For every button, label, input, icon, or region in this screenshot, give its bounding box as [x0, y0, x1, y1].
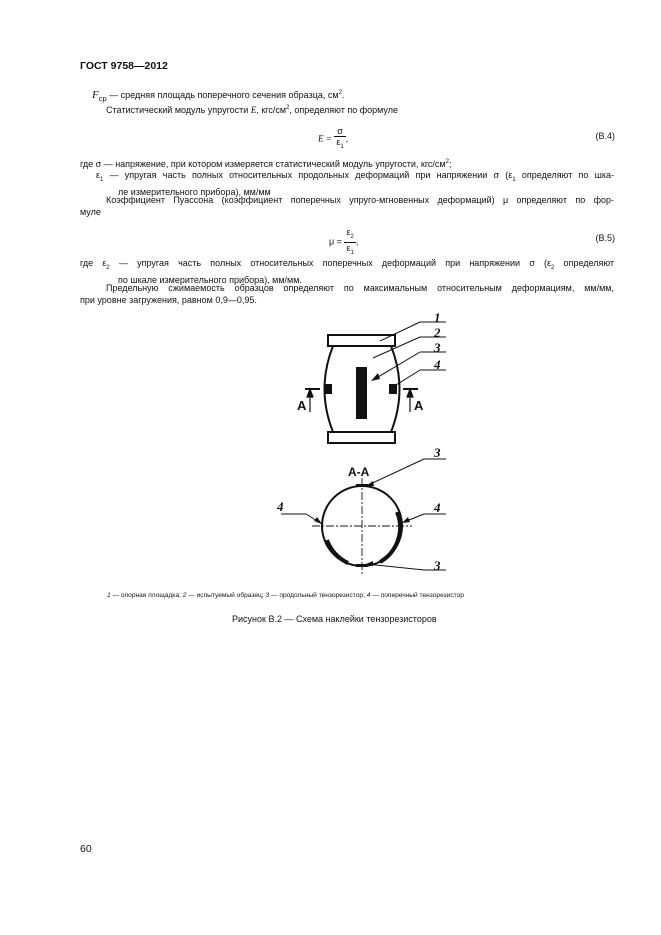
where-eps1-line2: ле измерительного прибора), мм/мм: [118, 186, 271, 197]
eps2-pre: где ε: [80, 258, 107, 268]
modulus-intro-mid: , кгс/см: [256, 105, 287, 115]
document-code: ГОСТ 9758—2012: [80, 60, 168, 72]
eps1-line1-sub: 1: [512, 176, 516, 183]
eps1-line1-pre: — упругая часть полных относительных продольных деформаций при напряжении σ (ε: [103, 170, 513, 180]
compressibility-line1: Предельную сжимаемость образцов определяют по максимальным относительным деформациям, мм/мм,: [106, 283, 614, 293]
page-number: 60: [80, 843, 92, 855]
section-title-aa: А-А: [348, 465, 370, 479]
where-eps2-line2: по шкале измерительного прибора), мм/мм.: [118, 274, 302, 285]
modulus-intro-sup: 2: [286, 105, 290, 111]
eq-b4-number: (В.4): [595, 131, 615, 141]
eq-b4-den-sub: 1: [340, 143, 344, 150]
eps2-line1-post: — упругая часть полных относительных поперечных деформаций при напряжении σ (ε: [109, 258, 551, 268]
label-4-right-section: 4: [434, 500, 441, 515]
where-sigma-sup: 2: [445, 159, 449, 165]
modulus-symbol: E: [250, 105, 257, 115]
eq-b5-num-sub: 2: [350, 233, 354, 240]
legend-t2: — испытуемый образец;: [186, 592, 266, 599]
legend-t4: — поперечный тензорезистор: [370, 592, 464, 599]
section-mark-left: А: [297, 398, 307, 413]
eq-b5-number: (В.5): [595, 233, 615, 243]
label-1: 1: [434, 310, 441, 325]
label-3-top: 3: [434, 340, 441, 355]
fcp-text: — средняя площадь поперечного сечения образца, см: [106, 90, 339, 100]
longitudinal-gauge: [356, 367, 367, 419]
section-mark-right: А: [414, 398, 424, 413]
legend-t1: — опорная площадка;: [110, 592, 183, 599]
eq-b4-tail: ,: [345, 133, 349, 144]
eq-b4-den-base: ε: [336, 137, 341, 147]
eq-b5-tail: ,: [355, 236, 359, 247]
legend-n4: 4: [366, 592, 371, 599]
fcp-sup: 2: [338, 90, 342, 96]
legend-t3: — продольный тензорезистор;: [269, 592, 367, 599]
top-support-plate: [328, 335, 395, 346]
compressibility-line2: при уровне загружения, равном 0,9—0,95.: [80, 295, 257, 305]
modulus-intro-pre: Статистический модуль упругости: [106, 105, 251, 115]
eq-b4-numerator: σ: [334, 126, 345, 137]
where-sigma-post: ;: [448, 159, 452, 169]
modulus-intro-post: , определяют по формуле: [289, 105, 398, 115]
eps2-sub: 2: [106, 264, 110, 271]
transverse-gauge-right: [389, 384, 397, 394]
where-sigma-pre: где σ — напряжение, при котором измеряется статистический модуль упругости, кгс/см: [80, 159, 446, 169]
eps2-line1-tail: определяют: [554, 258, 615, 268]
poisson-intro-line2: муле: [80, 207, 101, 217]
label-4-left-section: 4: [277, 499, 284, 514]
eps1-line1-post: определяют по шка-: [515, 170, 615, 180]
eq-b5-den-base: ε: [346, 242, 351, 253]
legend-n3: 3: [265, 592, 270, 599]
eq-b5-lhs: μ =: [329, 236, 342, 247]
eps1-symbol: ε: [96, 170, 101, 180]
label-2: 2: [434, 325, 441, 340]
fcp-tail: .: [341, 90, 345, 100]
fcp-subscript: ср: [98, 93, 107, 103]
eq-b5-num-base: ε: [346, 227, 351, 237]
legend-n1: 1: [107, 592, 111, 599]
poisson-intro-line1: Коэффициент Пуассона (коэффициент поперечных упруго-мгновенных деформаций) μ определяют по фор-: [106, 195, 614, 205]
eps1-sub: 1: [100, 176, 104, 183]
legend-n2: 2: [182, 592, 187, 599]
eq-b4-lhs: E =: [318, 133, 332, 144]
label-3-lower-section: 3: [434, 558, 441, 573]
label-3-upper-section: 3: [434, 445, 441, 460]
transverse-gauge-left: [324, 384, 332, 394]
figure-title: Рисунок В.2 — Схема наклейки тензорезисторов: [232, 614, 437, 624]
figure-legend: [107, 592, 464, 599]
bottom-support-plate: [328, 432, 395, 443]
section-gauge-arc-right: [380, 512, 400, 562]
eps2-line1-sub: 2: [551, 264, 555, 271]
fcp-symbol: F: [92, 89, 99, 101]
eq-b5-den-sub: 1: [350, 249, 354, 256]
label-4-top: 4: [434, 357, 441, 372]
